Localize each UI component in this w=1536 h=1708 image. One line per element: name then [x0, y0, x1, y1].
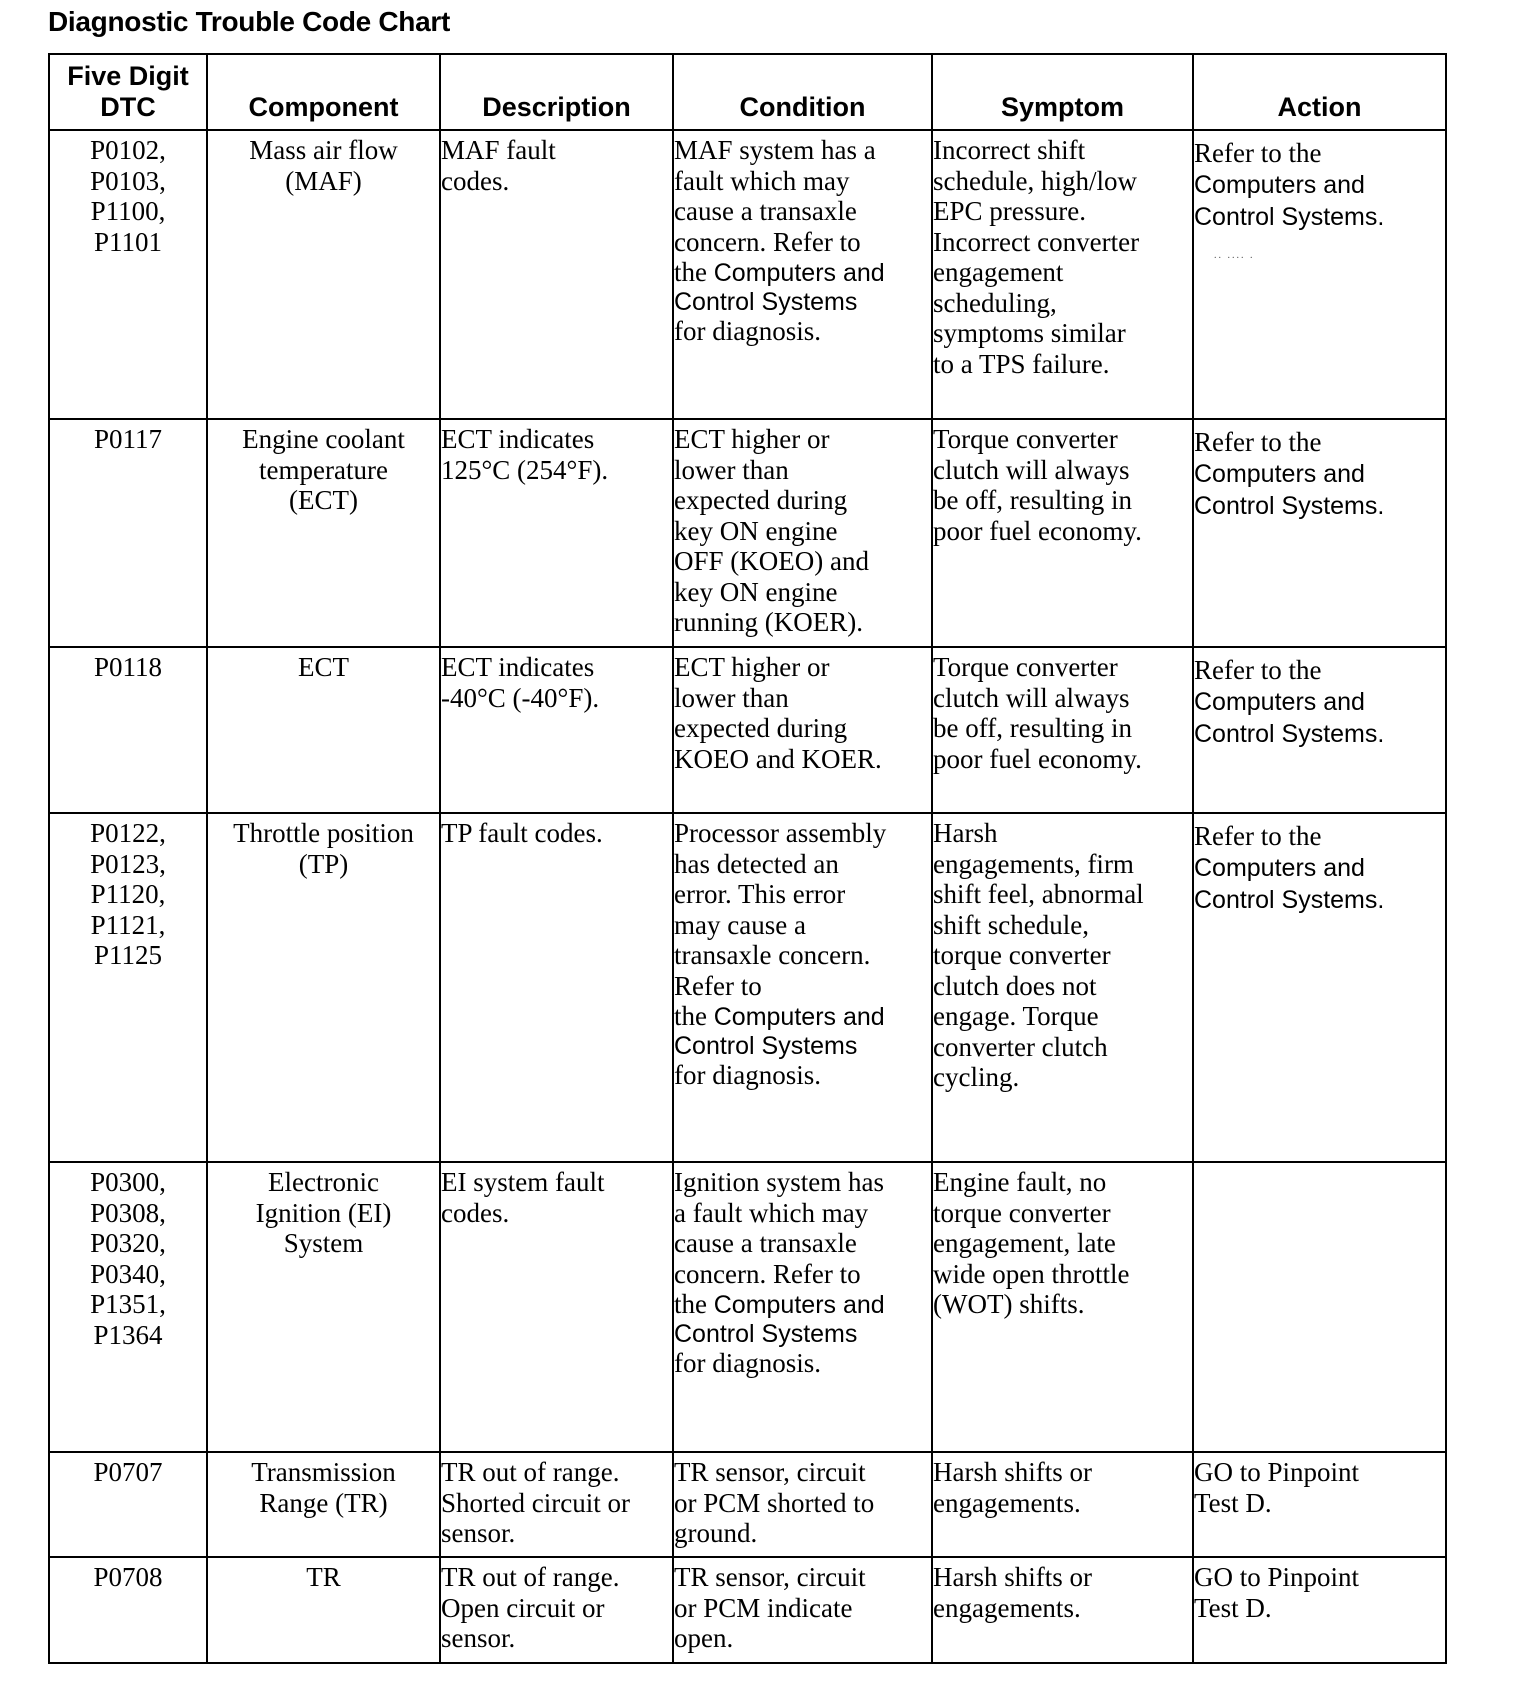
cell-component [207, 813, 440, 1162]
symptom-text: Harsh shifts or [933, 1457, 1092, 1487]
dtc-code: P1101 [93, 226, 162, 257]
condition-text: running (KOER). [674, 607, 863, 637]
cell-description [440, 419, 673, 647]
description-text: codes. [441, 165, 510, 196]
cell-condition [673, 647, 932, 813]
table-row [49, 1452, 1446, 1557]
action-text: Refer to the [1194, 821, 1322, 851]
action-ref-line2: Control Systems. [1194, 886, 1385, 914]
action-text: Test D. [1194, 1487, 1272, 1518]
description-text: 125°C (254°F). [441, 454, 609, 485]
cell-component [207, 419, 440, 647]
symptom-text: be off, resulting in [933, 485, 1132, 515]
action-ref-line2: Control Systems. [1194, 492, 1385, 520]
condition-text: key ON engine [674, 515, 838, 546]
dtc-code: P1364 [93, 1319, 163, 1350]
component-text: (ECT) [289, 485, 358, 515]
dtc-code: P0123, [90, 848, 166, 879]
dtc-code: P0708 [93, 1562, 163, 1592]
cell-symptom [932, 647, 1193, 813]
table-row [49, 130, 1446, 419]
table-row [49, 1557, 1446, 1663]
component-text: temperature [259, 454, 388, 485]
description-text: -40°C (-40°F). [441, 682, 600, 713]
header-dtc-line1: Five Digit [67, 61, 189, 91]
component-text: Ignition (EI) [255, 1197, 392, 1228]
symptom-text: Incorrect shift [933, 135, 1086, 165]
cell-dtc [49, 813, 207, 1162]
condition-text: OFF (KOEO) and [674, 546, 869, 576]
dtc-code: P1351, [90, 1289, 166, 1319]
condition-text: or PCM shorted to [674, 1487, 875, 1518]
condition-text: expected during [674, 713, 848, 743]
action-ref-line1: Computers and [1194, 688, 1365, 716]
symptom-text: (WOT) shifts. [933, 1289, 1085, 1319]
cell-description [440, 1452, 673, 1557]
condition-text: TR sensor, circuit [674, 1457, 866, 1487]
cell-description [440, 647, 673, 813]
condition-text: cause a transaxle [674, 196, 857, 226]
symptom-text: engage. Torque [933, 1001, 1099, 1031]
component-text: Transmission [251, 1457, 396, 1487]
condition-ref-prefix: the [674, 257, 714, 287]
component-text: Throttle position [233, 818, 414, 848]
component-text: Electronic [268, 1167, 379, 1197]
action-text: GO to Pinpoint [1194, 1457, 1360, 1487]
cell-action [1193, 647, 1446, 813]
action-text: Refer to the [1194, 655, 1322, 685]
dtc-code: P1100, [90, 196, 166, 226]
action-ref-line1: Computers and [1194, 171, 1365, 199]
dtc-code: P1125 [93, 940, 162, 970]
header-condition: Condition [673, 54, 932, 130]
condition-text: lower than [674, 454, 789, 485]
condition-text: or PCM indicate [674, 1592, 853, 1623]
action-ref-line2: Control Systems. [1194, 203, 1385, 231]
dtc-code: P1121, [90, 909, 166, 940]
cell-action [1193, 419, 1446, 647]
condition-text: may cause a [674, 909, 806, 940]
cell-description [440, 1162, 673, 1452]
symptom-text: poor fuel economy. [933, 515, 1142, 546]
symptom-text: engagements. [933, 1487, 1081, 1518]
cell-component [207, 647, 440, 813]
symptom-text: Harsh [933, 818, 998, 848]
symptom-text: converter clutch [933, 1031, 1108, 1062]
condition-ref-line2: Control Systems [674, 1319, 858, 1348]
description-text: sensor. [441, 1518, 516, 1548]
header-action: Action [1193, 54, 1446, 130]
cell-condition [673, 1557, 932, 1663]
symptom-text: engagement, late [933, 1228, 1116, 1258]
condition-text: has detected an [674, 848, 839, 879]
symptom-text: symptoms similar [933, 318, 1126, 348]
cell-condition [673, 1452, 932, 1557]
cell-symptom [932, 419, 1193, 647]
header-component: Component [207, 54, 440, 130]
cell-action [1193, 813, 1446, 1162]
dtc-code: P0102, [90, 135, 166, 165]
cell-action [1193, 130, 1446, 419]
dtc-code: P0122, [90, 818, 166, 848]
symptom-text: scheduling, [933, 287, 1057, 318]
cell-condition [673, 813, 932, 1162]
component-text: System [283, 1228, 364, 1258]
component-text: Mass air flow [249, 135, 398, 165]
header-dtc [49, 54, 207, 130]
component-text: (MAF) [285, 165, 362, 196]
condition-ref-line2: Control Systems [674, 287, 858, 316]
component-text: TR [306, 1562, 341, 1592]
cell-action [1193, 1557, 1446, 1663]
condition-ref-line2: Control Systems [674, 1031, 858, 1060]
condition-text: Refer to [674, 970, 762, 1001]
component-text: (TP) [298, 848, 349, 879]
symptom-text: Torque converter [933, 652, 1118, 682]
description-text: sensor. [441, 1623, 516, 1653]
cell-symptom [932, 1162, 1193, 1452]
condition-text: TR sensor, circuit [674, 1562, 866, 1592]
symptom-text: Engine fault, no [933, 1167, 1107, 1197]
symptom-text: wide open throttle [933, 1258, 1130, 1289]
condition-text: concern. Refer to [674, 226, 861, 257]
symptom-text: poor fuel economy. [933, 743, 1142, 774]
description-text: TR out of range. [441, 1457, 620, 1487]
symptom-text: engagement [933, 257, 1064, 287]
description-text: TR out of range. [441, 1562, 620, 1592]
condition-text: key ON engine [674, 576, 838, 607]
symptom-text: shift feel, abnormal [933, 879, 1144, 909]
cell-dtc [49, 419, 207, 647]
symptom-text: clutch will always [933, 454, 1130, 485]
cell-component [207, 1452, 440, 1557]
condition-text: ECT higher or [674, 652, 830, 682]
symptom-text: Incorrect converter [933, 226, 1140, 257]
description-text: Shorted circuit or [441, 1487, 630, 1518]
condition-text: fault which may [674, 165, 850, 196]
cell-dtc [49, 1557, 207, 1663]
cell-symptom [932, 1452, 1193, 1557]
action-text: Refer to the [1194, 138, 1322, 168]
condition-text: a fault which may [674, 1197, 869, 1228]
component-text: Engine coolant [242, 424, 405, 454]
condition-ref-prefix: the [674, 1001, 714, 1031]
scan-specks: .. .... . [1214, 250, 1255, 261]
dtc-code: P0320, [90, 1228, 166, 1258]
symptom-text: clutch will always [933, 682, 1130, 713]
symptom-text: torque converter [933, 940, 1111, 970]
condition-tail: for diagnosis. [674, 1347, 821, 1378]
condition-tail: for diagnosis. [674, 315, 821, 346]
dtc-code: P0118 [93, 652, 162, 682]
action-text: Test D. [1194, 1592, 1272, 1623]
cell-symptom [932, 130, 1193, 419]
condition-ref-line1: Computers and [713, 1291, 885, 1319]
condition-text: lower than [674, 682, 789, 713]
description-text: codes. [441, 1197, 510, 1228]
condition-text: Processor assembly [674, 818, 887, 848]
cell-component [207, 1557, 440, 1663]
description-text: ECT indicates [441, 424, 595, 454]
dtc-code: P0707 [93, 1457, 163, 1487]
condition-reference [674, 1001, 931, 1032]
component-text: Range (TR) [259, 1487, 388, 1518]
symptom-text: shift schedule, [933, 909, 1089, 940]
cell-component [207, 130, 440, 419]
condition-ref-line1: Computers and [713, 1003, 885, 1031]
cell-action [1193, 1452, 1446, 1557]
dtc-code: P0308, [90, 1197, 166, 1228]
condition-reference [674, 257, 931, 288]
action-ref-line2: Control Systems. [1194, 720, 1385, 748]
symptom-text: EPC pressure. [933, 196, 1086, 226]
description-text: TP fault codes. [441, 818, 603, 848]
header-description: Description [440, 54, 673, 130]
cell-condition [673, 419, 932, 647]
dtc-code: P0103, [90, 165, 166, 196]
condition-text: transaxle concern. [674, 940, 871, 970]
cell-dtc [49, 647, 207, 813]
cell-component [207, 1162, 440, 1452]
cell-action-empty [1193, 1162, 1446, 1452]
symptom-text: schedule, high/low [933, 165, 1137, 196]
condition-text: open. [674, 1623, 734, 1653]
condition-tail: for diagnosis. [674, 1059, 821, 1090]
symptom-text: torque converter [933, 1197, 1111, 1228]
table-row [49, 1162, 1446, 1452]
chart-title: Diagnostic Trouble Code Chart [48, 6, 451, 37]
action-ref-line1: Computers and [1194, 460, 1365, 488]
table-row [49, 813, 1446, 1162]
action-text: Refer to the [1194, 427, 1322, 457]
cell-symptom [932, 1557, 1193, 1663]
symptom-text: engagements, firm [933, 848, 1134, 879]
cell-description [440, 813, 673, 1162]
dtc-code: P0117 [93, 424, 162, 454]
cell-dtc [49, 130, 207, 419]
dtc-table [48, 53, 1447, 1664]
cell-dtc [49, 1452, 207, 1557]
table-row [49, 419, 1446, 647]
table-row [49, 647, 1446, 813]
cell-symptom [932, 813, 1193, 1162]
cell-condition [673, 1162, 932, 1452]
condition-text: error. This error [674, 879, 846, 909]
symptom-text: to a TPS failure. [933, 348, 1110, 379]
dtc-code: P0340, [90, 1258, 166, 1289]
symptom-text: engagements. [933, 1592, 1081, 1623]
dtc-code: P1120, [90, 879, 166, 909]
cell-description [440, 1557, 673, 1663]
symptom-text: Harsh shifts or [933, 1562, 1092, 1592]
condition-text: ground. [674, 1518, 758, 1548]
condition-ref-line1: Computers and [713, 259, 885, 287]
description-text: MAF fault [441, 135, 556, 165]
symptom-text: Torque converter [933, 424, 1118, 454]
condition-reference [674, 1289, 931, 1320]
condition-text: MAF system has a [674, 135, 876, 165]
condition-text: concern. Refer to [674, 1258, 861, 1289]
cell-dtc [49, 1162, 207, 1452]
symptom-text: be off, resulting in [933, 713, 1132, 743]
condition-text: KOEO and KOER. [674, 743, 882, 774]
condition-text: Ignition system has [674, 1167, 884, 1197]
dtc-code: P0300, [90, 1167, 166, 1197]
condition-text: cause a transaxle [674, 1228, 857, 1258]
condition-text: expected during [674, 485, 848, 515]
action-ref-line1: Computers and [1194, 854, 1365, 882]
symptom-text: clutch does not [933, 970, 1097, 1001]
symptom-text: cycling. [933, 1062, 1020, 1092]
cell-description [440, 130, 673, 419]
action-text: GO to Pinpoint [1194, 1562, 1360, 1592]
component-text: ECT [298, 652, 349, 682]
header-row [49, 54, 1446, 130]
description-text: ECT indicates [441, 652, 595, 682]
cell-condition [673, 130, 932, 419]
header-symptom: Symptom [932, 54, 1193, 130]
description-text: EI system fault [441, 1167, 605, 1197]
header-dtc-line2: DTC [100, 92, 156, 122]
condition-ref-prefix: the [674, 1289, 714, 1319]
description-text: Open circuit or [441, 1592, 605, 1623]
condition-text: ECT higher or [674, 424, 830, 454]
